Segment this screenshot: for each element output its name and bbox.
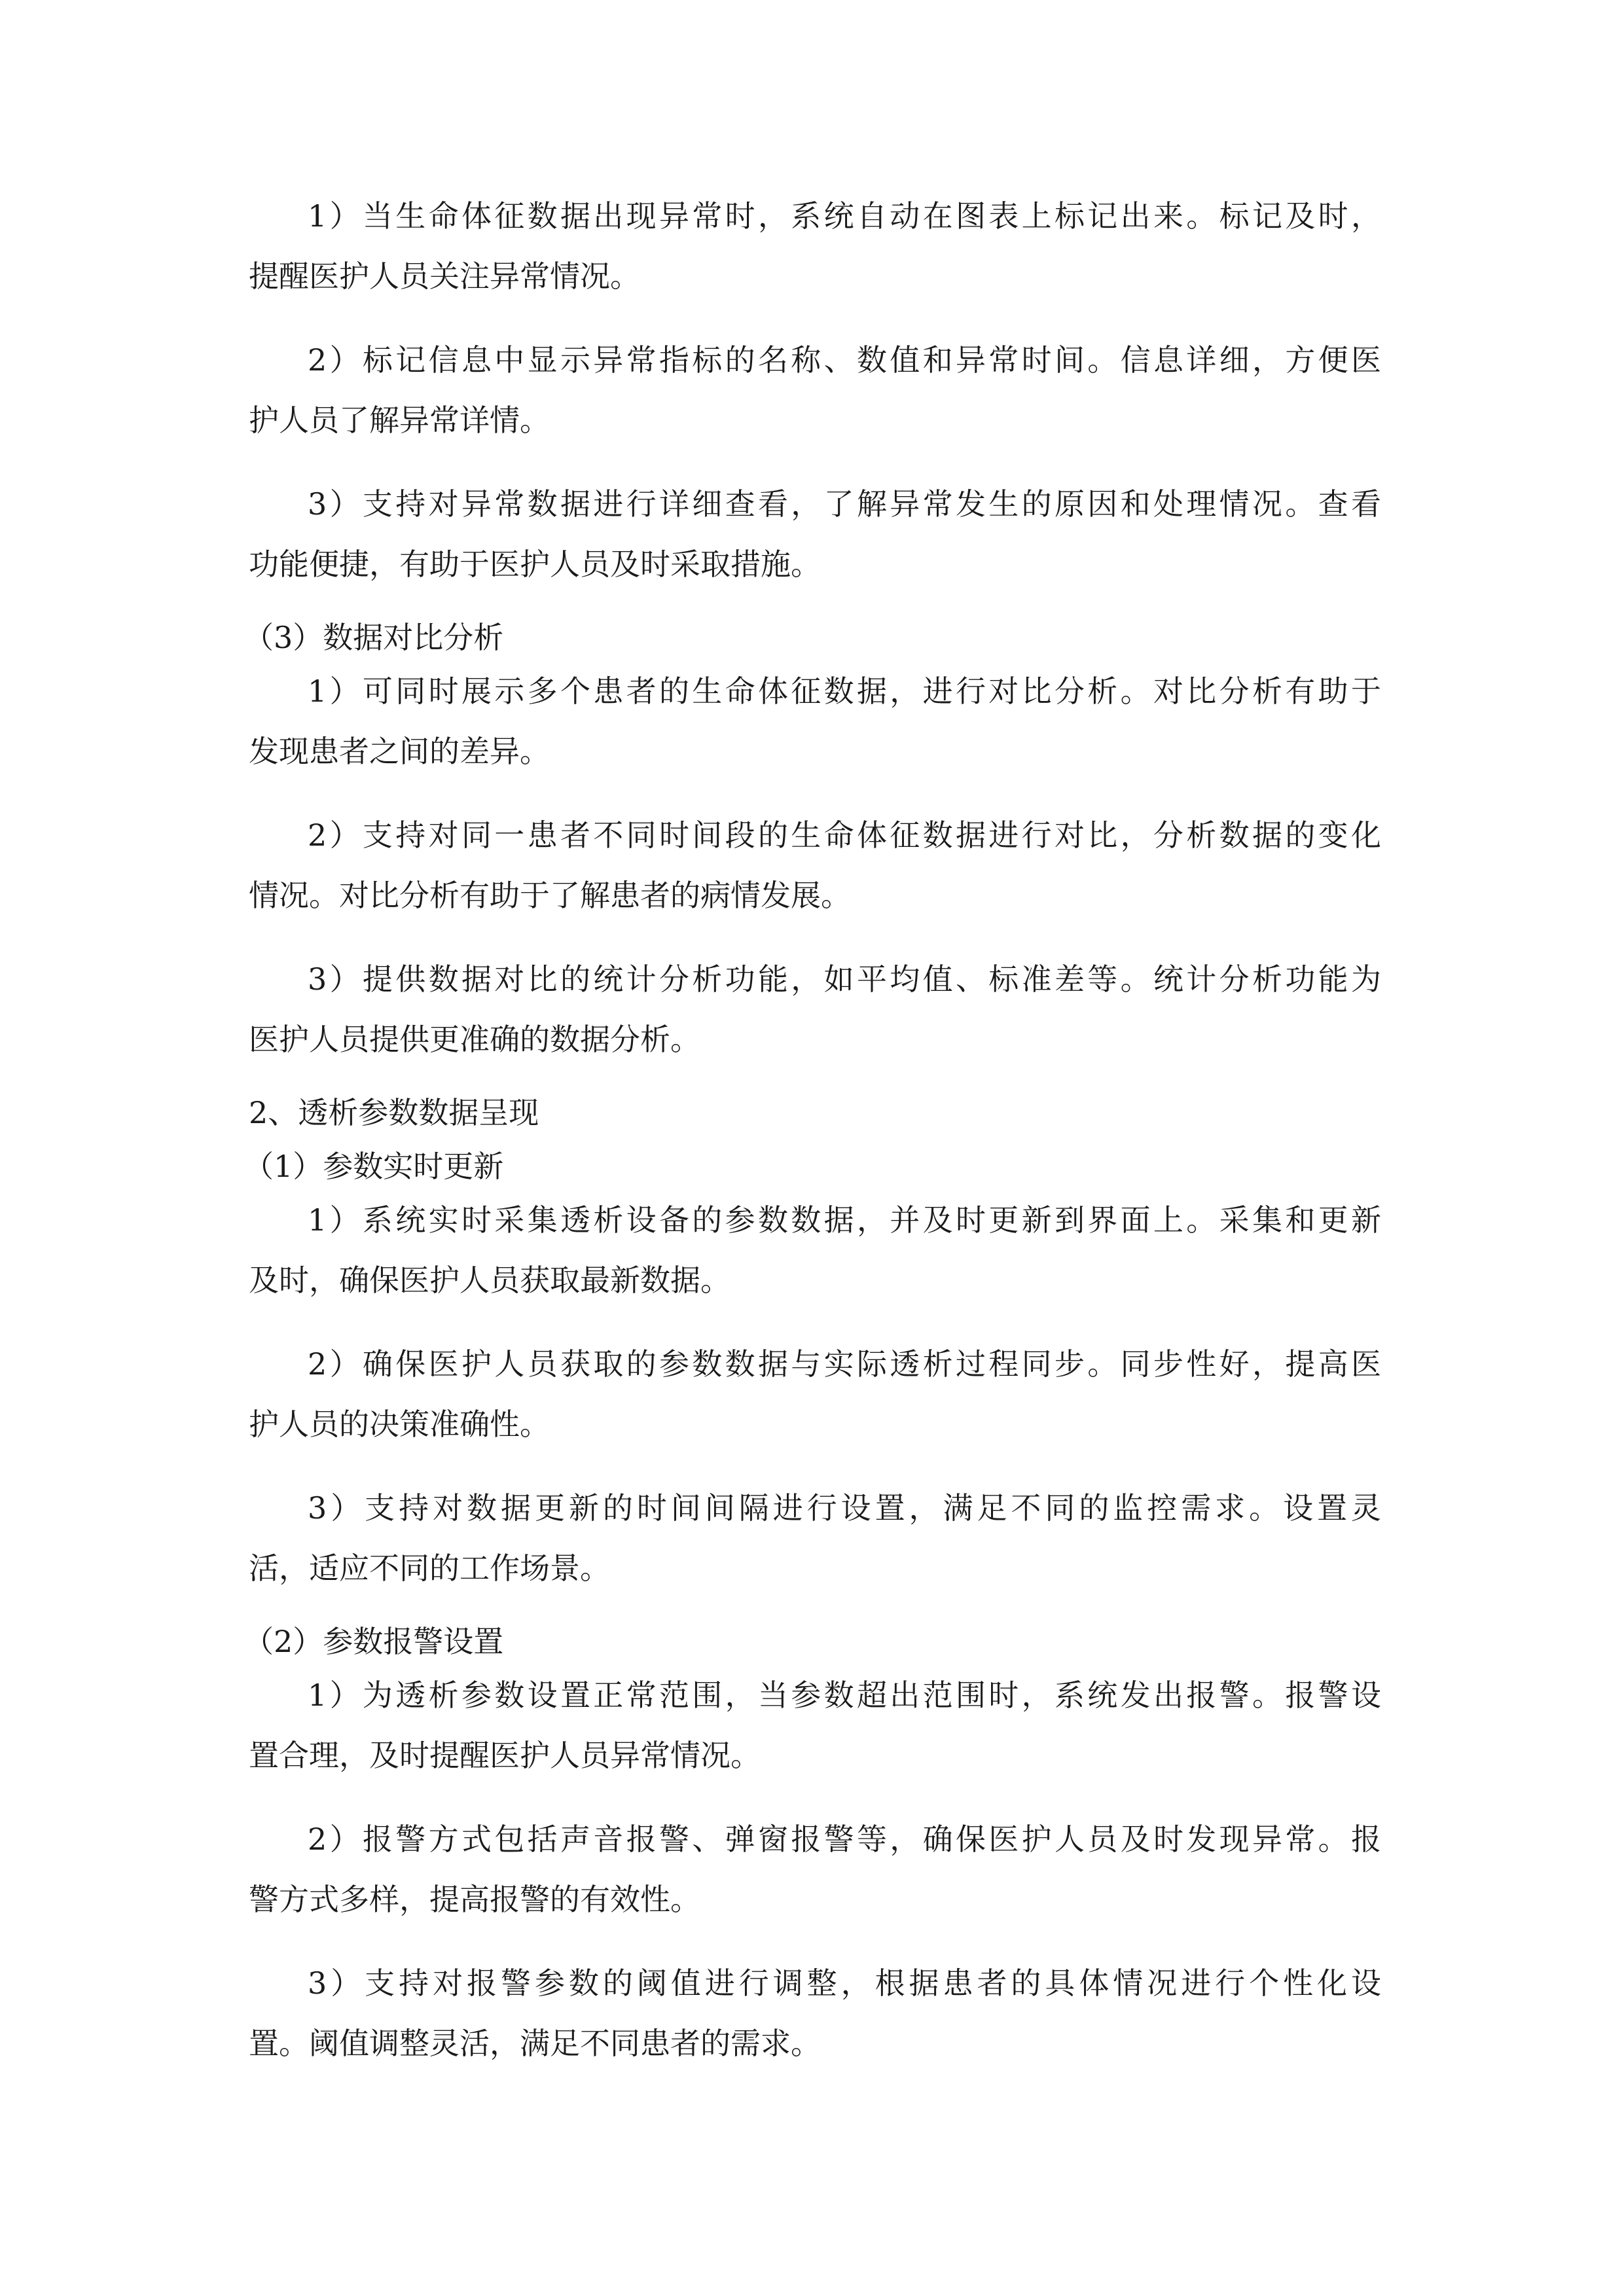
paragraph-line: 发现患者之间的差异。 <box>249 734 550 769</box>
paragraph-line: 1）系统实时采集透析设备的参数数据，并及时更新到界面上。采集和更新 <box>308 1202 1381 1238</box>
paragraph-line: 警方式多样，提高报警的有效性。 <box>249 1882 700 1917</box>
paragraph-line: 功能便捷，有助于医护人员及时采取措施。 <box>249 547 821 582</box>
subsection-heading: （1）参数实时更新 <box>244 1149 504 1184</box>
paragraph-line: 2）确保医护人员获取的参数数据与实际透析过程同步。同步性好，提高医 <box>308 1346 1381 1382</box>
paragraph-line: 医护人员提供更准确的数据分析。 <box>249 1022 700 1057</box>
paragraph-line: 情况。对比分析有助于了解患者的病情发展。 <box>249 878 851 913</box>
paragraph-line: 3）支持对数据更新的时间间隔进行设置，满足不同的监控需求。设置灵 <box>308 1490 1381 1526</box>
paragraph-line: 护人员的决策准确性。 <box>249 1407 550 1442</box>
paragraph-line: 3）支持对报警参数的阈值进行调整，根据患者的具体情况进行个性化设 <box>308 1965 1381 2001</box>
section-heading: 2、透析参数数据呈现 <box>249 1095 539 1130</box>
subsection-heading: （2）参数报警设置 <box>244 1624 504 1659</box>
paragraph-line: 2）标记信息中显示异常指标的名称、数值和异常时间。信息详细，方便医 <box>308 342 1381 378</box>
paragraph-line: 及时，确保医护人员获取最新数据。 <box>249 1263 731 1298</box>
paragraph-line: 2）支持对同一患者不同时间段的生命体征数据进行对比，分析数据的变化 <box>308 817 1381 853</box>
subsection-heading: （3）数据对比分析 <box>244 620 504 655</box>
paragraph-line: 活，适应不同的工作场景。 <box>249 1551 610 1586</box>
paragraph-line: 护人员了解异常详情。 <box>249 403 550 438</box>
paragraph-line: 1）当生命体征数据出现异常时，系统自动在图表上标记出来。标记及时， <box>308 198 1381 234</box>
paragraph-line: 1）可同时展示多个患者的生命体征数据，进行对比分析。对比分析有助于 <box>308 673 1381 709</box>
paragraph-line: 2）报警方式包括声音报警、弹窗报警等，确保医护人员及时发现异常。报 <box>308 1821 1381 1857</box>
paragraph-line: 3）支持对异常数据进行详细查看，了解异常发生的原因和处理情况。查看 <box>308 486 1381 522</box>
paragraph-line: 1）为透析参数设置正常范围，当参数超出范围时，系统发出报警。报警设 <box>308 1677 1381 1713</box>
paragraph-line: 3）提供数据对比的统计分析功能，如平均值、标准差等。统计分析功能为 <box>308 961 1381 997</box>
paragraph-line: 置。阈值调整灵活，满足不同患者的需求。 <box>249 2026 821 2061</box>
paragraph-line: 置合理，及时提醒医护人员异常情况。 <box>249 1738 761 1773</box>
paragraph-line: 提醒医护人员关注异常情况。 <box>249 259 640 294</box>
